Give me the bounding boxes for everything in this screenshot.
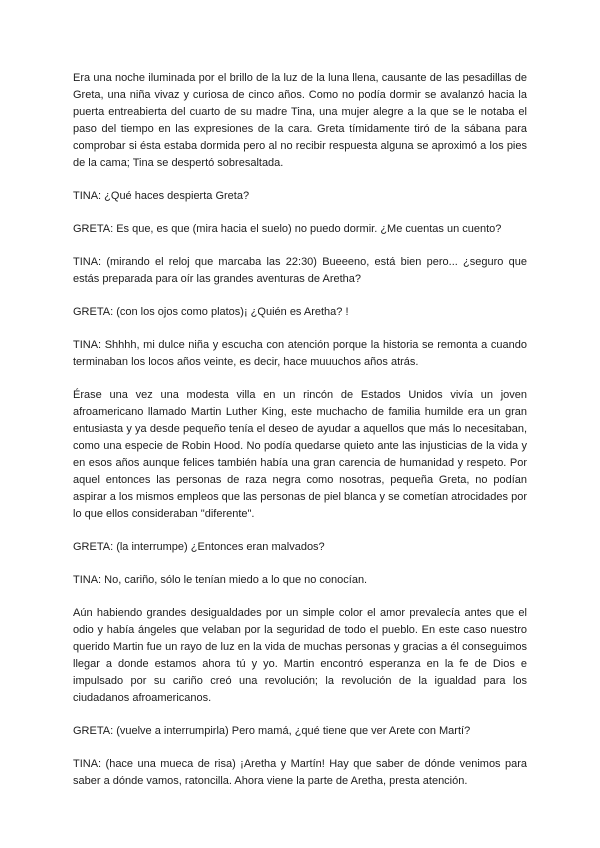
dialogue-line: TINA: ¿Qué haces despierta Greta? — [73, 190, 250, 202]
dialogue-line: TINA: Shhhh, mi dulce niña y escucha con atención porque la historia se remonta a cuando terminaban los locos años veinte, es decir, hace muuuchos años atrás. — [73, 339, 527, 368]
dialogue-line: GRETA: (la interrumpe) ¿Entonces eran malvados? — [73, 541, 325, 553]
dialogue-line: GRETA: (vuelve a interrumpirla) Pero mamá, ¿qué tiene que ver Arete con Martí? — [73, 725, 471, 737]
dialogue-line: TINA: (hace una mueca de risa) ¡Aretha y Martín! Hay que saber de dónde venimos para saber a dónde vamos, ratoncilla. Ahora viene la parte de Aretha, presta atención. — [73, 758, 527, 787]
narrative-paragraph: Era una noche iluminada por el brillo de la luz de la luna llena, causante de las pesadillas de Greta, una niña vivaz y curiosa de cinco años. Como no podía dormir se avalanzó hacia la puerta entreabierta del cuarto de su madre Tina, una mujer alegre a la que se le notaba el paso del tiempo en las expresiones de la cara. Greta tímidamente tiró de la sábana para comprobar si ésta estaba dormida pero al no recibir respuesta alguna se aproximó a los pies de la cama; Tina se despertó sobresaltada. — [73, 72, 527, 169]
narrative-paragraph: Aún habiendo grandes desigualdades por un simple color el amor prevalecía antes que el odio y había ángeles que velaban por la seguridad de todo el pueblo. En este caso nuestro querido Martin fue un rayo de luz en la vida de muchas personas y gracias a él conseguimos llegar a donde estamos ahora tú y yo. Martin encontró esperanza en la fe de Dios e impulsado por su cariño creó una revolución; la revolución de la igualdad para los ciudadanos afroamericanos. — [73, 607, 527, 704]
dialogue-line: GRETA: Es que, es que (mira hacia el suelo) no puedo dormir. ¿Me cuentas un cuento? — [73, 223, 502, 235]
dialogue-line: TINA: (mirando el reloj que marcaba las 22:30) Bueeeno, está bien pero... ¿seguro que estás preparada para oír las grandes aventuras de Aretha? — [73, 256, 527, 285]
dialogue-line: TINA: No, cariño, sólo le tenían miedo a lo que no conocían. — [73, 574, 368, 586]
dialogue-line: GRETA: (con los ojos como platos)¡ ¿Quién es Aretha? ! — [73, 306, 349, 318]
document-body — [73, 70, 527, 790]
narrative-paragraph: Érase una vez una modesta villa en un rincón de Estados Unidos vivía un joven afroamericano llamado Martin Luther King, este muchacho de familia humilde era un gran entusiasta y ya desde pequeño tenía el deseo de ayudar a aquellos que más lo necesitaban, como una especie de Robin Hood. No podía quedarse quieto ante las injusticias de la vida y en esos años aunque felices también había una gran carencia de humanidad y respeto. Por aquel entonces las personas de raza negra como nosotras, pequeña Greta, no podían aspirar a los mismos empleos que las personas de piel blanca y se cometían atrocidades por lo que ellos consideraban "diferente". — [73, 389, 527, 520]
